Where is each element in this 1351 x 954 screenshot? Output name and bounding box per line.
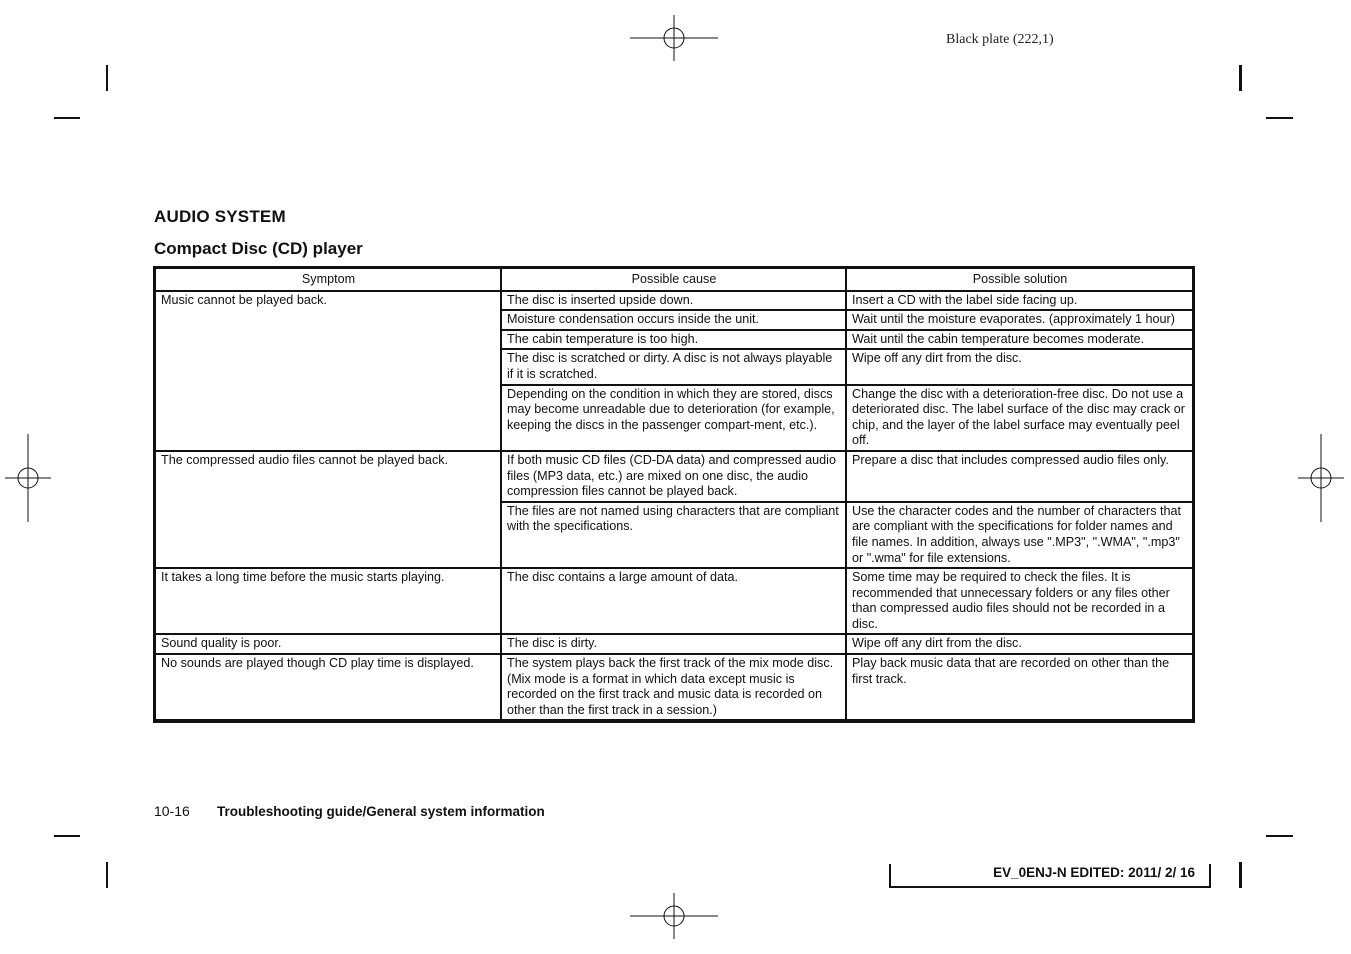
- registration-mark-icon: [630, 15, 718, 61]
- solution-cell: Prepare a disc that includes compressed audio files only.: [846, 451, 1192, 502]
- solution-cell: Wipe off any dirt from the disc.: [846, 349, 1192, 384]
- cause-cell: The disc contains a large amount of data.: [501, 568, 846, 634]
- symptom-cell: The compressed audio files cannot be played back.: [156, 451, 501, 568]
- solution-cell: Insert a CD with the label side facing up.: [846, 291, 1192, 311]
- page-number: 10-16: [154, 803, 190, 819]
- registration-mark-icon: [5, 434, 51, 522]
- crop-mark: [106, 65, 108, 91]
- symptom-cell: It takes a long time before the music starts playing.: [156, 568, 501, 634]
- table-row: [156, 654, 1192, 719]
- crop-mark: [1266, 835, 1293, 837]
- column-header-symptom: Symptom: [156, 269, 501, 291]
- symptom-cell: No sounds are played though CD play time is displayed.: [156, 654, 501, 719]
- cause-cell: The files are not named using characters that are compliant with the specifications.: [501, 502, 846, 568]
- section-title: AUDIO SYSTEM: [154, 207, 286, 226]
- cause-cell: Moisture condensation occurs inside the unit.: [501, 310, 846, 330]
- cause-cell: The disc is inserted upside down.: [501, 291, 846, 311]
- solution-cell: Use the character codes and the number of characters that are compliant with the specifications for folder names and file names. In addition, always use ".MP3", ".WMA", ".mp3" or ".wma" for file extensions.: [846, 502, 1192, 568]
- cause-cell: The system plays back the first track of the mix mode disc. (Mix mode is a format in which data except music is recorded on the first track and music data is recorded on other than the first track in a session.): [501, 654, 846, 719]
- cause-cell: The disc is scratched or dirty. A disc is not always playable if it is scratched.: [501, 349, 846, 384]
- cause-cell: Depending on the condition in which they are stored, discs may become unreadable due to deterioration (for example, keeping the discs in the passenger compart-ment, etc.).: [501, 385, 846, 451]
- table-row: [156, 568, 1192, 634]
- chapter-title: Troubleshooting guide/General system information: [217, 804, 545, 819]
- registration-mark-icon: [630, 893, 718, 939]
- crop-mark: [1239, 65, 1242, 91]
- table-row: [156, 634, 1192, 654]
- crop-mark: [106, 862, 108, 888]
- crop-mark: [54, 835, 80, 837]
- table-header-row: [156, 269, 1192, 291]
- crop-mark: [1239, 862, 1242, 888]
- column-header-cause: Possible cause: [501, 269, 846, 291]
- cause-cell: The disc is dirty.: [501, 634, 846, 654]
- subsection-title: Compact Disc (CD) player: [154, 239, 363, 258]
- solution-cell: Wait until the moisture evaporates. (approximately 1 hour): [846, 310, 1192, 330]
- edit-stamp: EV_0ENJ-N EDITED: 2011/ 2/ 16: [889, 864, 1211, 888]
- crop-mark: [54, 117, 80, 119]
- troubleshooting-table: [153, 266, 1195, 723]
- solution-cell: Wipe off any dirt from the disc.: [846, 634, 1192, 654]
- plate-label: Black plate (222,1): [946, 32, 1054, 47]
- table-row: [156, 291, 1192, 311]
- cause-cell: If both music CD files (CD-DA data) and compressed audio files (MP3 data, etc.) are mixed on one disc, the audio compression files cannot be played back.: [501, 451, 846, 502]
- solution-cell: Change the disc with a deterioration-free disc. Do not use a deteriorated disc. The label surface of the disc may crack or chip, and the layer of the label surface may eventually peel off.: [846, 385, 1192, 451]
- symptom-cell: Sound quality is poor.: [156, 634, 501, 654]
- cause-cell: The cabin temperature is too high.: [501, 330, 846, 350]
- registration-mark-icon: [1298, 434, 1344, 522]
- solution-cell: Play back music data that are recorded on other than the first track.: [846, 654, 1192, 719]
- symptom-cell: Music cannot be played back.: [156, 291, 501, 451]
- column-header-solution: Possible solution: [846, 269, 1192, 291]
- crop-mark: [1266, 117, 1293, 119]
- table-row: [156, 451, 1192, 502]
- solution-cell: Wait until the cabin temperature becomes moderate.: [846, 330, 1192, 350]
- solution-cell: Some time may be required to check the files. It is recommended that unnecessary folders or any files other than compressed audio files should not be recorded in a disc.: [846, 568, 1192, 634]
